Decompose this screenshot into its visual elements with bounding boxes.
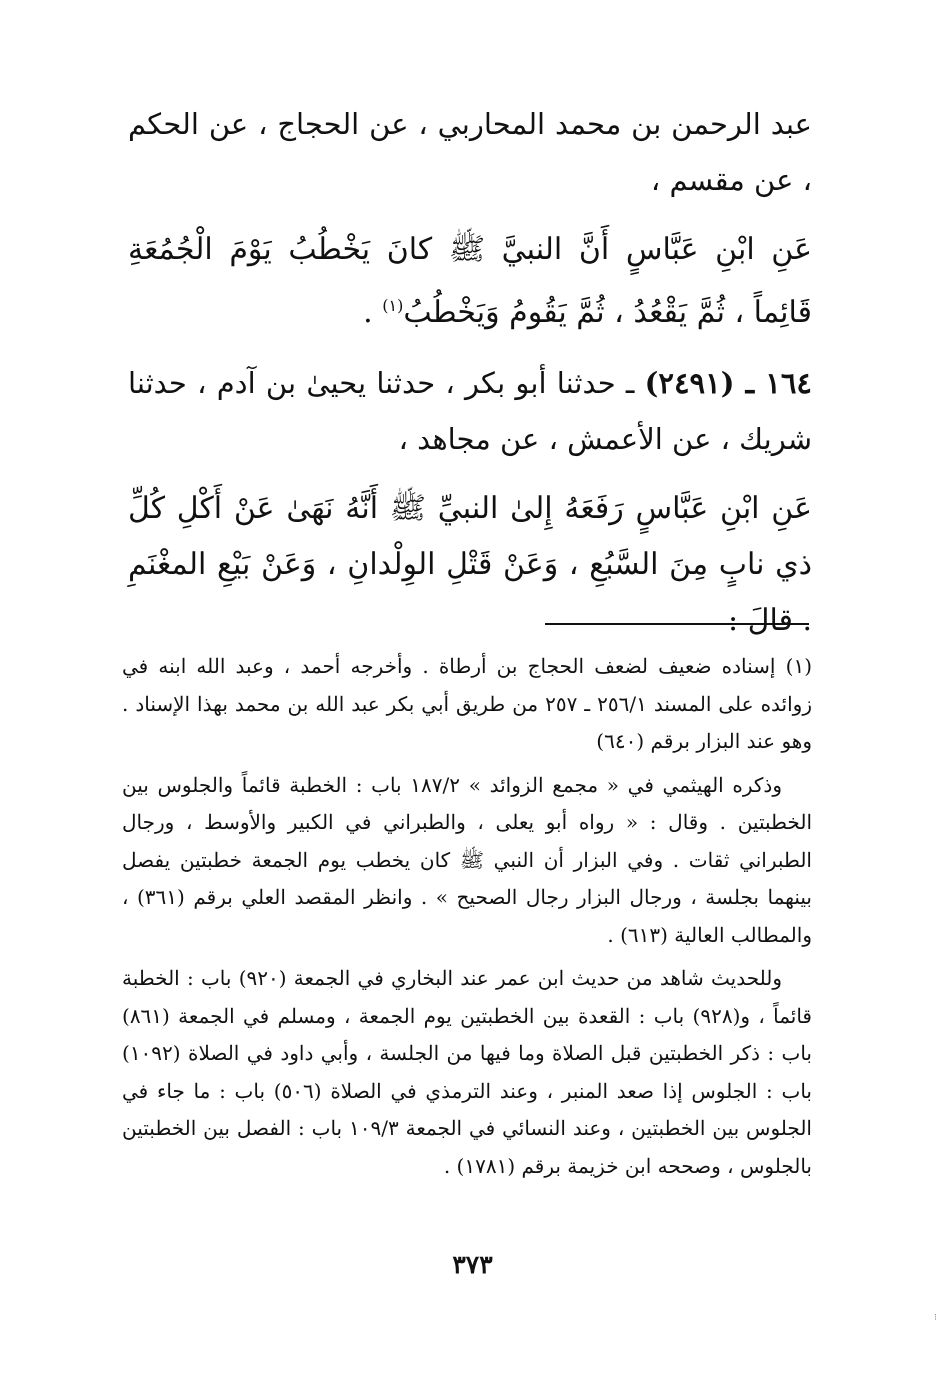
footnote-reference[interactable]: (١) [382, 296, 404, 315]
isnad-text-2: ـ حدثنا أبو بكر ، حدثنا يحيىٰ بن آدم ، حدثنا شريك ، عن الأعمش ، عن مجاهد ، [128, 366, 812, 456]
scan-speck-mark: ⁝ [934, 1313, 937, 1323]
hadith-paragraph-1 [128, 222, 812, 341]
footnote-1-paragraph-3: وللحديث شاهد من حديث ابن عمر عند البخاري في الجمعة (٩٢٠) باب : الخطبة قائماً ، و(٩٢٨) باب : القعدة بين الخطبتين يوم الجمعة ، ومسلم في الجمعة (٨٦١) باب : ذكر الخطبتين قبل الصلاة وما فيها من الجلسة ، وأبي داود في الصلاة (١٠٩٢) باب : الجلوس إذا صعد المنبر ، وعند الترمذي في الصلاة (٥٠٦) باب : ما جاء في الجلوس بين الخطبتين ، وعند النسائي في الجمعة ١٠٩/٣ باب : الفصل بين الخطبتين بالجلوس ، وصححه ابن خزيمة برقم (١٧٨١) . [122, 966, 812, 1178]
page-number: ٣٧٣ [452, 1250, 493, 1279]
hadith-paragraph-2: عَنِ ابْنِ عَبَّاسٍ رَفَعَهُ إِلىٰ النبيِّ ﷺ أَنَّهُ نَهَىٰ عَنْ أَكْلِ كُلِّ ذي نابٍ مِنَ السَّبُعِ ، وَعَنْ قَتْلِ الوِلْدانِ ، وَعَنْ بَيْعِ المغْنَمِ . قالَ : [128, 491, 812, 638]
isnad-paragraph-1: عبد الرحمن بن محمد المحاربي ، عن الحجاج ، عن الحكم ، عن مقسم ، [128, 107, 812, 197]
hadith-1-end: . [363, 295, 383, 330]
entry-number: ١٦٤ ـ (٢٤٩١) [644, 366, 812, 400]
footnote-1-paragraph-2: وذكره الهيثمي في « مجمع الزوائد » ١٨٧/٢ باب : الخطبة قائماً والجلوس بين الخطبتين . وقال : « رواه أبو يعلى ، والطبراني في الكبير والأوسط ، ورجال الطبراني ثقات . وفي البزار أن النبي ﷺ كان يخطب يوم الجمعة خطبتين يفصل بينهما بجلسة ، ورجال البزار رجال الصحيح » . وانظر المقصد العلي برقم (٣٦١) ، والمطالب العالية (٦١٣) . [122, 772, 812, 947]
footnote-1-paragraph-1: (١) إسناده ضعيف لضعف الحجاج بن أرطاة . وأخرجه أحمد ، وعبد الله ابنه في زوائده على المسند ٢٥٦/١ ـ ٢٥٧ من طريق أبي بكر عبد الله بن محمد بهذا الإسناد . وهو عند البزار برقم (٦٤٠) [122, 654, 812, 753]
footnotes [122, 648, 812, 1185]
hadith-text-1: عَنِ ابْنِ عَبَّاسٍ أَنَّ النبيَّ ﷺ كانَ يَخْطُبُ يَوْمَ الْجُمُعَةِ قَائِماً ، ثُمَّ يَقْعُدُ ، ثُمَّ يَقُومُ وَيَخْطُبُ [128, 232, 812, 330]
footnote-separator [545, 623, 809, 625]
main-text [128, 96, 812, 649]
entry-paragraph-164 [128, 355, 812, 467]
